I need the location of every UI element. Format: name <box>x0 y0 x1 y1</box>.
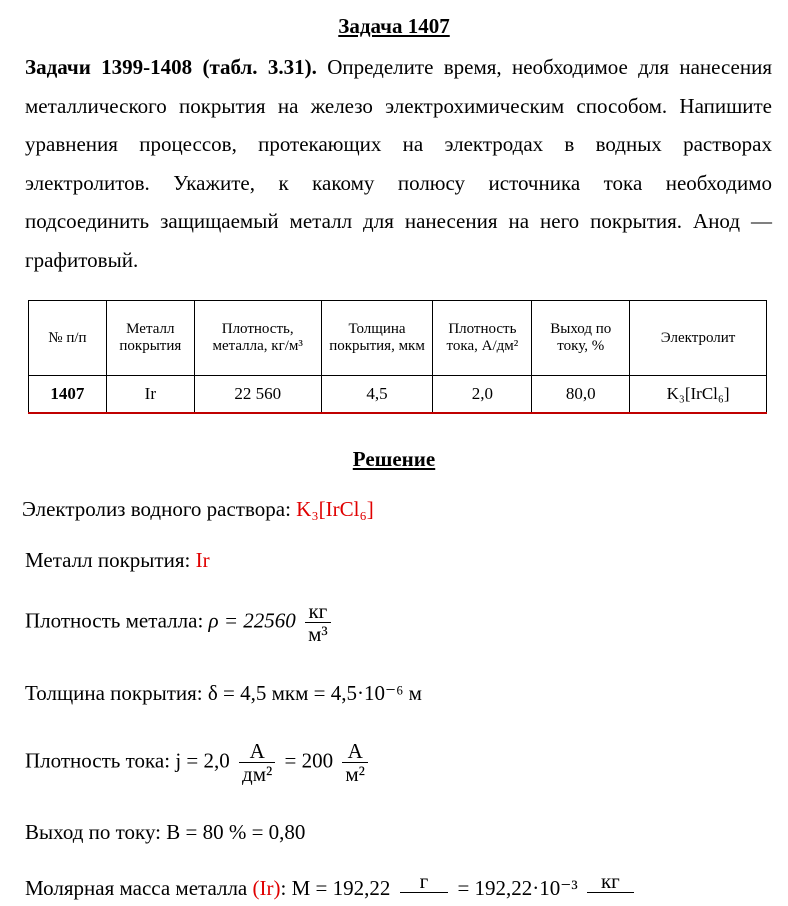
cell-metal: Ir <box>106 376 194 414</box>
yield-label: Выход по току: <box>25 820 167 844</box>
current-expr1: j = 2,0 <box>175 748 230 773</box>
molar-unit1: г <box>400 870 449 893</box>
thickness-label: Толщина покрытия: <box>25 681 208 705</box>
thickness-line <box>25 681 422 706</box>
metal-label: Металл покрытия: <box>25 548 196 572</box>
metal-value: Ir <box>195 548 210 572</box>
density-unit: $\frac{кг}{\text{м³}}$ <box>305 600 331 645</box>
header-num: № п/п <box>29 301 107 376</box>
thickness-expr: δ = 4,5 мкм = 4,5·10⁻⁶ м <box>207 681 422 705</box>
yield-line <box>25 820 305 845</box>
cell-num: 1407 <box>29 376 107 414</box>
current-unit2: $\frac{А}{\text{м²}}$ <box>342 740 368 785</box>
molar-colon: : <box>280 876 292 900</box>
cell-current: 2,0 <box>433 376 532 414</box>
cell-thickness: 4,5 <box>321 376 433 414</box>
current-expr2: = 200 <box>284 748 334 773</box>
problem-lead: Задачи 1399-1408 (табл. 3.31). <box>25 55 317 79</box>
solution-title: Решение <box>352 447 436 471</box>
data-table <box>28 300 767 414</box>
molar-metal: (Ir) <box>252 876 281 900</box>
molar-label: Молярная масса металла <box>25 876 253 900</box>
density-label: Плотность металла: <box>25 608 209 633</box>
header-density: Плотность, металла, кг/м³ <box>194 301 321 376</box>
header-current: Плотность тока, А/дм² <box>433 301 532 376</box>
electrolysis-value: K₃[IrCl₆] <box>296 497 374 521</box>
header-thickness: Толщина покрытия, мкм <box>321 301 433 376</box>
header-electrolyte: Электролит <box>630 301 767 376</box>
electrolysis-line <box>22 497 374 522</box>
current-label: Плотность тока: <box>25 748 176 773</box>
metal-line <box>25 548 210 573</box>
header-metal: Металл покрытия <box>106 301 194 376</box>
cell-density: 22 560 <box>194 376 321 414</box>
table-header-row <box>29 301 767 376</box>
current-unit1: $\frac{А}{\text{дм²}}$ <box>239 740 275 785</box>
molar-line <box>25 869 638 901</box>
molar-unit2: кг <box>587 870 634 893</box>
header-yield: Выход по току, % <box>532 301 630 376</box>
electrolysis-label: Электролиз водного раствора: <box>22 497 297 521</box>
density-expr: ρ = 22560 <box>208 608 296 633</box>
cell-yield: 80,0 <box>532 376 630 414</box>
density-line <box>25 600 335 645</box>
yield-expr: B = 80 % = 0,80 <box>166 820 306 844</box>
problem-title: Задача 1407 <box>338 14 450 38</box>
table-row <box>29 376 767 414</box>
cell-electrolyte: K₃[IrCl₆] <box>630 376 767 414</box>
molar-expr1: M = 192,22 <box>291 876 391 900</box>
current-line <box>25 740 372 785</box>
problem-statement <box>25 48 772 279</box>
molar-expr2: = 192,22·10⁻³ <box>457 876 578 900</box>
problem-text: Определите время, необходимое для нанесения металлического покрытия на железо электрохимическим способом. Напишите уравнения процессов, протекающих на электродах в водных растворах электролитов. Укажите, к какому полюсу источника тока необходимо подсоединить защищаемый металл для нанесения на него покрытия. Анод — графитовый. <box>25 55 772 272</box>
